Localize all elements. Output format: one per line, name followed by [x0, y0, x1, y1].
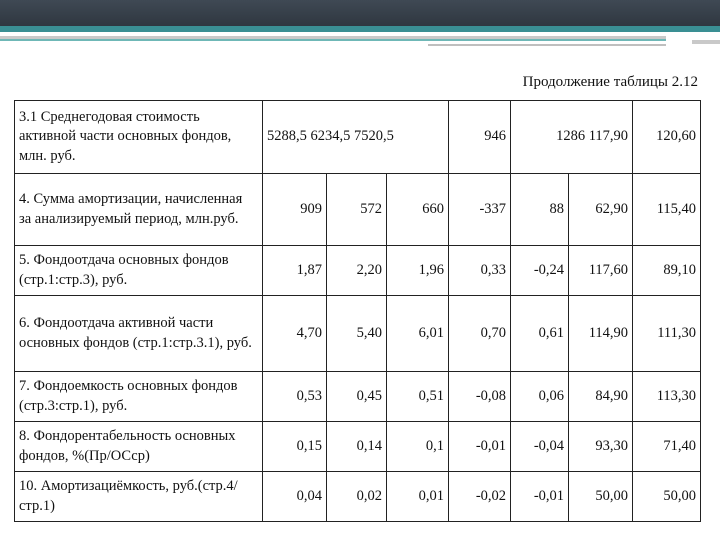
row-label: 6. Фондоотдача активной части основных фондов (стр.1:стр.3.1), руб. — [15, 296, 263, 372]
value-cell: 120,60 — [633, 101, 701, 174]
value-cell: 0,02 — [327, 472, 387, 522]
value-cell: 114,90 — [569, 296, 633, 372]
value-cell: 1,96 — [387, 246, 449, 296]
slide-header-bar — [0, 0, 720, 26]
value-cell: 0,45 — [327, 372, 387, 422]
row-label: 8. Фондорентабельность основных фондов, %(Пр/ОСср) — [15, 422, 263, 472]
row-label: 4. Сумма амортизации, начисленная за анализируемый период, млн.руб. — [15, 174, 263, 246]
merged-values-cell: 1286 117,90 — [511, 101, 633, 174]
value-cell: -0,02 — [449, 472, 511, 522]
value-cell: 113,30 — [633, 372, 701, 422]
slide-accent-line — [0, 26, 720, 32]
table-row — [15, 101, 701, 174]
value-cell: 88 — [511, 174, 569, 246]
data-table — [14, 100, 701, 522]
value-cell: 6,01 — [387, 296, 449, 372]
value-cell: 115,40 — [633, 174, 701, 246]
value-cell: -0,01 — [449, 422, 511, 472]
value-cell: -0,01 — [511, 472, 569, 522]
slide-rule-teal — [0, 39, 666, 41]
slide-rule-right — [692, 40, 720, 44]
slide-rule-short — [428, 44, 666, 46]
value-cell: 50,00 — [633, 472, 701, 522]
table-row — [15, 372, 701, 422]
value-cell: 0,14 — [327, 422, 387, 472]
value-cell: 0,70 — [449, 296, 511, 372]
value-cell: -337 — [449, 174, 511, 246]
value-cell: 5,40 — [327, 296, 387, 372]
table-row — [15, 296, 701, 372]
value-cell: 0,33 — [449, 246, 511, 296]
value-cell: 0,04 — [263, 472, 327, 522]
row-label: 10. Амортизациёмкость, руб.(стр.4/стр.1) — [15, 472, 263, 522]
value-cell: 0,53 — [263, 372, 327, 422]
table-caption: Продолжение таблицы 2.12 — [522, 74, 698, 90]
value-cell: 660 — [387, 174, 449, 246]
value-cell: 89,10 — [633, 246, 701, 296]
merged-values-cell: 5288,5 6234,5 7520,5 — [263, 101, 449, 174]
table-row — [15, 246, 701, 296]
table-row — [15, 472, 701, 522]
value-cell: 117,60 — [569, 246, 633, 296]
value-cell: 93,30 — [569, 422, 633, 472]
value-cell: 84,90 — [569, 372, 633, 422]
value-cell: -0,08 — [449, 372, 511, 422]
value-cell: 4,70 — [263, 296, 327, 372]
value-cell: 71,40 — [633, 422, 701, 472]
value-cell: 2,20 — [327, 246, 387, 296]
value-cell: 0,01 — [387, 472, 449, 522]
value-cell: 0,61 — [511, 296, 569, 372]
value-cell: 1,87 — [263, 246, 327, 296]
row-label: 5. Фондоотдача основных фондов (стр.1:стр.3), руб. — [15, 246, 263, 296]
value-cell: 0,15 — [263, 422, 327, 472]
value-cell: 0,1 — [387, 422, 449, 472]
row-label: 7. Фондоемкость основных фондов (стр.3:стр.1), руб. — [15, 372, 263, 422]
value-cell: 946 — [449, 101, 511, 174]
value-cell: 111,30 — [633, 296, 701, 372]
value-cell: 62,90 — [569, 174, 633, 246]
row-label: 3.1 Среднегодовая стоимость активной части основных фондов, млн. руб. — [15, 101, 263, 174]
value-cell: 0,51 — [387, 372, 449, 422]
table-row — [15, 422, 701, 472]
value-cell: -0,24 — [511, 246, 569, 296]
value-cell: 572 — [327, 174, 387, 246]
value-cell: 909 — [263, 174, 327, 246]
value-cell: 0,06 — [511, 372, 569, 422]
value-cell: -0,04 — [511, 422, 569, 472]
table-row — [15, 174, 701, 246]
value-cell: 50,00 — [569, 472, 633, 522]
